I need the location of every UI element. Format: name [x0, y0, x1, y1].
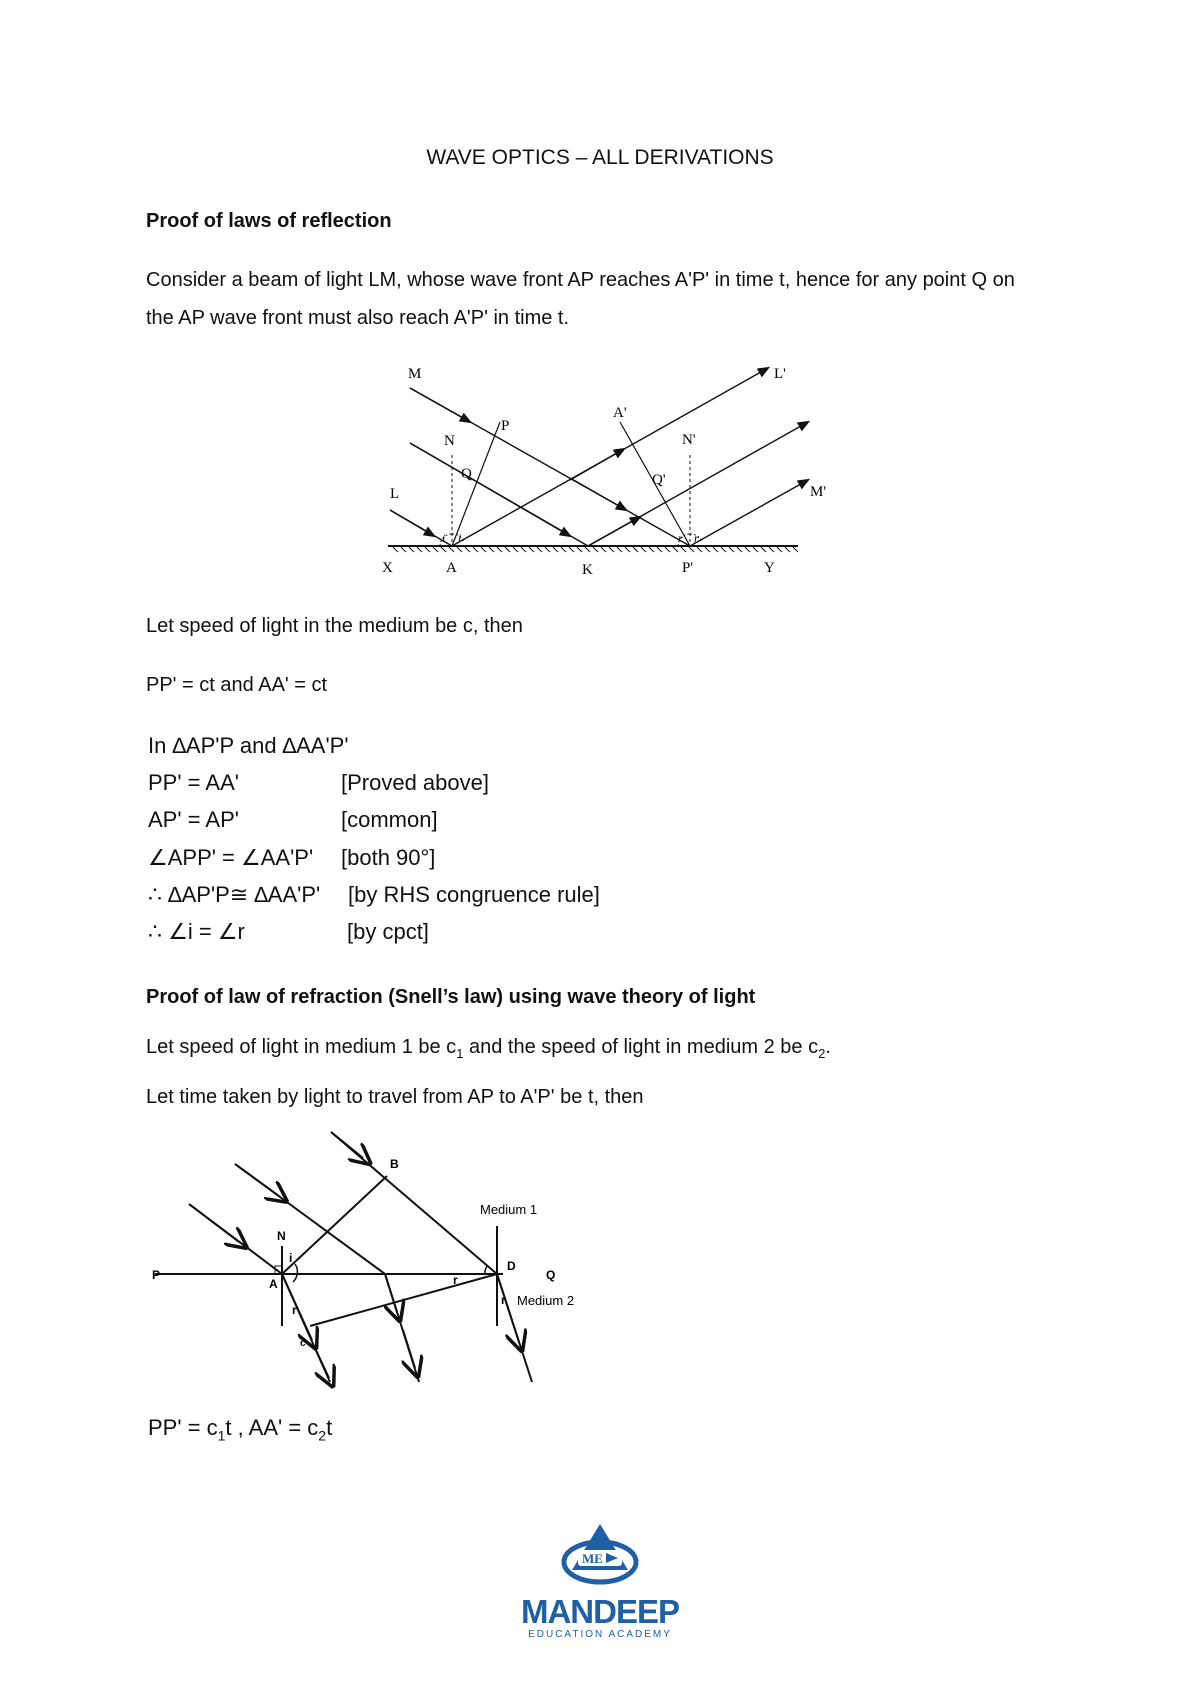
proof-statement: ∴ ∠i = ∠r — [148, 919, 245, 944]
label-M: M — [408, 366, 422, 382]
proof-reason: [by RHS congruence rule] — [348, 882, 600, 907]
label-A: A — [269, 1277, 278, 1291]
incident-ray-middle-arrow — [410, 443, 570, 536]
label-D: D — [507, 1259, 516, 1273]
section-heading-reflection: Proof of laws of reflection — [146, 210, 392, 232]
label-N-prime: N' — [682, 432, 696, 448]
proof-row — [148, 882, 600, 908]
wavefront-CD — [310, 1274, 497, 1326]
incident-ray-2-arrow — [235, 1164, 279, 1196]
logo-brand: MANDEEP — [520, 1593, 680, 1630]
proof-row — [148, 919, 429, 945]
label-medium-2: Medium 2 — [517, 1293, 575, 1308]
proof-statement: AP' = AP' — [148, 807, 239, 832]
label-i-right: i — [458, 531, 462, 545]
proof-statement: ∠APP' = ∠AA'P' — [148, 845, 314, 870]
label-Y: Y — [764, 560, 775, 576]
proof-row — [148, 733, 349, 759]
time-taken-line: Let time taken by light to travel from AP to A'P' be t, then — [146, 1086, 644, 1108]
incident-ray-L-arrow — [390, 510, 434, 536]
reflection-intro-paragraph: Consider a beam of light LM, whose wave front AP reaches A'P' in time t, hence for any point Q on the AP wave front must also reach A'P' in time t. — [146, 269, 1015, 329]
proof-reason: [common] — [341, 807, 438, 832]
label-N: N — [277, 1229, 286, 1243]
label-B: B — [390, 1157, 399, 1171]
label-Q-prime: Q' — [652, 472, 666, 488]
reflected-ray-L-prime-arrow — [570, 449, 624, 480]
label-Q: Q — [546, 1268, 556, 1282]
proof-reason: [by cpct] — [347, 919, 429, 944]
incident-ray-3-arrow — [331, 1132, 363, 1158]
label-N: N — [444, 433, 455, 449]
label-P: P — [152, 1268, 161, 1282]
pp-ct-equation: PP' = ct and AA' = ct — [146, 674, 328, 696]
label-c: c — [300, 1338, 306, 1349]
proof-row — [148, 845, 436, 871]
proof-row — [148, 807, 438, 833]
page-title: WAVE OPTICS – ALL DERIVATIONS — [426, 146, 774, 169]
label-L: L — [390, 486, 400, 502]
label-M-prime: M' — [810, 484, 827, 500]
label-r-right: r — [694, 531, 699, 545]
label-r-D: r — [453, 1273, 458, 1287]
academy-logo — [520, 1520, 680, 1640]
refracted-ray-1-arrow — [282, 1274, 312, 1340]
logo-initials: ME — [582, 1551, 603, 1566]
proof-statement: In ∆AP'P and ∆AA'P' — [148, 733, 349, 758]
logo-subtitle: EDUCATION ACADEMY — [528, 1629, 672, 1640]
proof-reason: [Proved above] — [341, 770, 489, 795]
velocity-time-equation: $PP' = c_1t$ , $AA' = c_2t$ — [148, 1415, 333, 1444]
label-r-A: r — [292, 1303, 297, 1317]
reflected-ray-middle-arrow — [588, 517, 640, 546]
proof-row — [148, 770, 489, 796]
wavefront-AP — [452, 422, 500, 546]
label-medium-1: Medium 1 — [480, 1202, 538, 1217]
angle-arc-r-D — [485, 1266, 487, 1274]
label-Q: Q — [461, 466, 472, 482]
label-i-left: i — [442, 531, 446, 545]
incident-ray-M-arrow2 — [570, 478, 626, 510]
label-X: X — [382, 560, 393, 576]
refracted-ray-1-arrow2 — [315, 1348, 329, 1378]
label-P-prime: P' — [682, 560, 694, 576]
label-r-normal-D: r — [501, 1293, 506, 1307]
refracted-ray-2-arrow — [385, 1274, 397, 1312]
incident-ray-1-arrow — [189, 1204, 239, 1242]
wavefront-AB — [282, 1176, 387, 1274]
label-L-prime: L' — [774, 366, 786, 382]
label-A-prime: A' — [613, 405, 627, 421]
label-r-left: r — [678, 531, 683, 545]
refracted-ray-2-arrow2 — [403, 1330, 415, 1368]
reflected-ray-M-prime — [690, 480, 808, 546]
proof-statement: PP' = AA' — [148, 770, 239, 795]
refraction-diagram — [145, 1130, 605, 1390]
reflection-diagram — [370, 360, 830, 585]
refracted-ray-3-arrow — [497, 1274, 519, 1342]
label-i: i — [289, 1251, 293, 1265]
speed-of-light-line: Let speed of light in the medium be c, then — [146, 615, 523, 637]
incident-ray-M-arrow — [410, 388, 470, 422]
medium-speeds-line: Let speed of light in medium 1 be $c_1$ and the speed of light in medium 2 be $c_2$. — [146, 1036, 831, 1061]
proof-reason: [both 90°] — [341, 845, 436, 870]
label-P: P — [501, 418, 510, 434]
label-A: A — [446, 560, 457, 576]
section-heading-refraction: Proof of law of refraction (Snell’s law) using wave theory of light — [146, 986, 756, 1008]
proof-statement: ∴ ∆AP'P≅ ∆AA'P' — [148, 882, 321, 907]
label-K: K — [582, 562, 593, 578]
logo-emblem — [520, 1520, 680, 1590]
